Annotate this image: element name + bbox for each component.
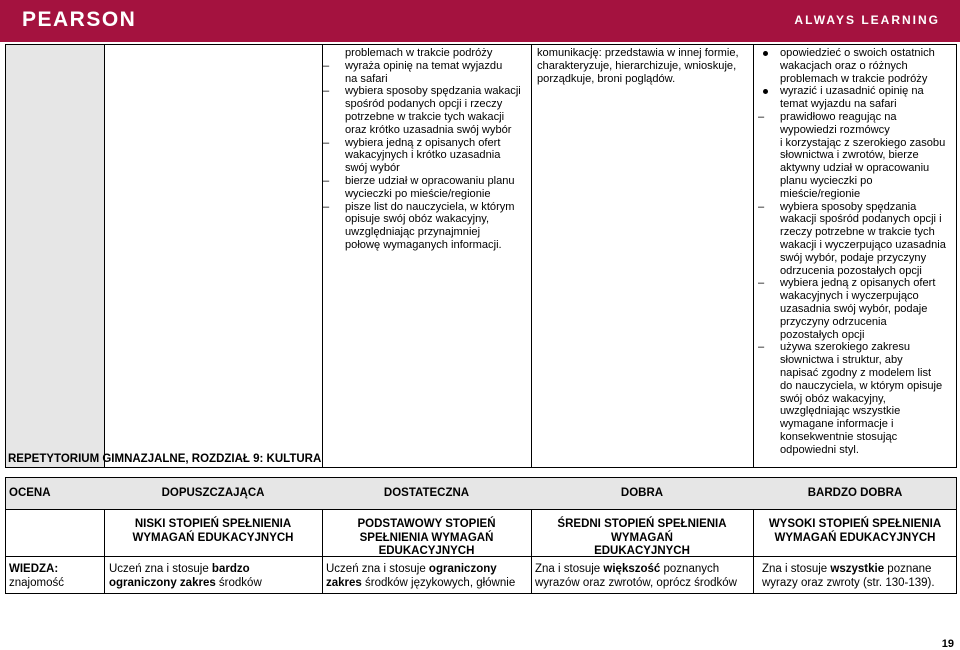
grade-header-dobra: DOBRA	[620, 487, 664, 499]
pearson-logo: PEARSON	[22, 8, 137, 31]
col-c-item: – wybiera sposoby spędzania wakacji spośród podanych opcji i rzeczy potrzebne w trakcie tych wakacji oraz krótko uzasadnia swój wybór	[323, 85, 521, 136]
col-e-dash-item: – prawidłowo reagując na wypowiedzi rozmówcy i korzystając z szerokiego zasobu słownictwa i zwrotów, bierze aktywny udział w opracowaniu planu wycieczki po mieście/regionie	[758, 110, 946, 200]
dash-icon: –	[758, 200, 765, 213]
grade-header-ocena: OCENA	[9, 487, 51, 499]
knowledge-cell-bardzo-dobra: Zna i stosuje wszystkie poznane wyrazy oraz zwroty (str. 130-139).	[762, 563, 935, 589]
col-c-item: – bierze udział w opracowaniu planu wycieczki po mieście/regionie	[323, 174, 515, 200]
grade-header-dostateczna: DOSTATECZNA	[383, 487, 470, 499]
col-e-bullet-item: opowiedzieć o swoich ostatnich wakacjach oraz o różnych problemach w trakcie podróży	[780, 47, 946, 85]
dash-icon: –	[323, 59, 330, 72]
col-c-lead-line: problemach w trakcie podróży	[345, 47, 493, 59]
grade-header-dopuszczajaca: DOPUSZCZAJĄCA	[161, 487, 265, 499]
dash-icon: –	[323, 174, 330, 187]
level-high: WYSOKI STOPIEŃ SPEŁNIENIA WYMAGAŃ EDUKACYJNYCH	[768, 518, 942, 544]
dash-icon: –	[758, 110, 765, 123]
level-medium: ŚREDNI STOPIEŃ SPEŁNIENIA WYMAGAŃ EDUKACYJNYCH	[557, 518, 727, 557]
col-c-lead-item: – wyraża opinię na temat wyjazdu	[323, 59, 503, 72]
knowledge-label: WIEDZA: znajomość	[9, 563, 64, 589]
knowledge-cell-dobra: Zna i stosuje większość poznanych wyrazów oraz zwrotów, oprócz środków	[535, 563, 737, 589]
bullet-icon	[763, 51, 768, 56]
knowledge-cell-dostateczna: Uczeń zna i stosuje ograniczony zakres środków językowych, głównie	[326, 563, 516, 589]
dash-icon: –	[323, 85, 330, 98]
dash-icon: –	[323, 200, 330, 213]
col-e-bullet-item: wyrazić i uzasadnić opinię na temat wyjazdu na safari	[780, 85, 946, 111]
dash-icon: –	[758, 277, 765, 290]
grade-header-bardzo-dobra: BARDZO DOBRA	[807, 487, 903, 499]
col-c-text: problemach w trakcie podróży – wyraża opinię na temat wyjazdu na safari – wybiera sposoby spędzania wakacji spośród podanych opcji i rzeczy potrzebne w trakcie tych wakacji oraz krótko uzasadnia swój wybór – wybiera jedną z opisanych ofert wakacyjnych i krótko uzasadnia swój wybór – bierze udział w opracowaniu planu wycieczki po mieście/regionie – pisze list do nauczyciela, w którym opisuje swój obóz wakacyjny, uwzględniając przynajmniej połowę wymaganych informacji.	[323, 47, 521, 251]
knowledge-cell-dopuszczajaca: Uczeń zna i stosuje bardzo ograniczony zakres środków	[109, 563, 262, 589]
dash-icon: –	[323, 136, 330, 149]
col-c-item: – pisze list do nauczyciela, w którym opisuje swój obóz wakacyjny, uwzględniając przynajmniej połowę wymaganych informacji.	[323, 200, 515, 251]
col-e-dash-item: – wybiera jedną z opisanych ofert wakacyjnych i wyczerpująco uzasadnia swój wybór, podaje przyczyny odrzucenia pozostałych opcji	[758, 277, 936, 341]
col-e-dash-item: – wybiera sposoby spędzania wakacji spośród podanych opcji i rzeczy potrzebne w trakcie tych wakacji i wyczerpująco uzasadnia swój wybór, podaje przyczyny odrzucenia pozostałych opcji	[758, 200, 946, 277]
page-number: 19	[941, 638, 954, 650]
col-c-item: – wybiera jedną z opisanych ofert wakacyjnych i krótko uzasadnia swój wybór	[323, 136, 501, 175]
section-title: REPETYTORIUM GIMNAZJALNE, ROZDZIAŁ 9: KULTURA	[8, 453, 322, 465]
col-e-text	[758, 47, 946, 457]
col-e-dash-item: – używa szerokiego zakresu słownictwa i struktur, aby napisać zgodny z modelem list do nauczyciela, w którym opisuje swój obóz wakacyjny, uwzględniając wszystkie wymagane informacje i konsekwentnie stosując odpowiedni styl.	[758, 341, 943, 456]
level-low: NISKI STOPIEŃ SPEŁNIENIA WYMAGAŃ EDUKACYJNYCH	[132, 518, 294, 544]
level-basic: PODSTAWOWY STOPIEŃ SPEŁNIENIA WYMAGAŃ EDUKACYJNYCH	[357, 518, 496, 557]
dash-icon: –	[758, 341, 765, 354]
col-d-text: komunikację: przedstawia w innej formie, charakteryzuje, hierarchizuje, wnioskuje, porządkuje, broni poglądów.	[537, 47, 739, 85]
pearson-header	[0, 0, 960, 42]
tagline: ALWAYS LEARNING	[794, 13, 940, 27]
